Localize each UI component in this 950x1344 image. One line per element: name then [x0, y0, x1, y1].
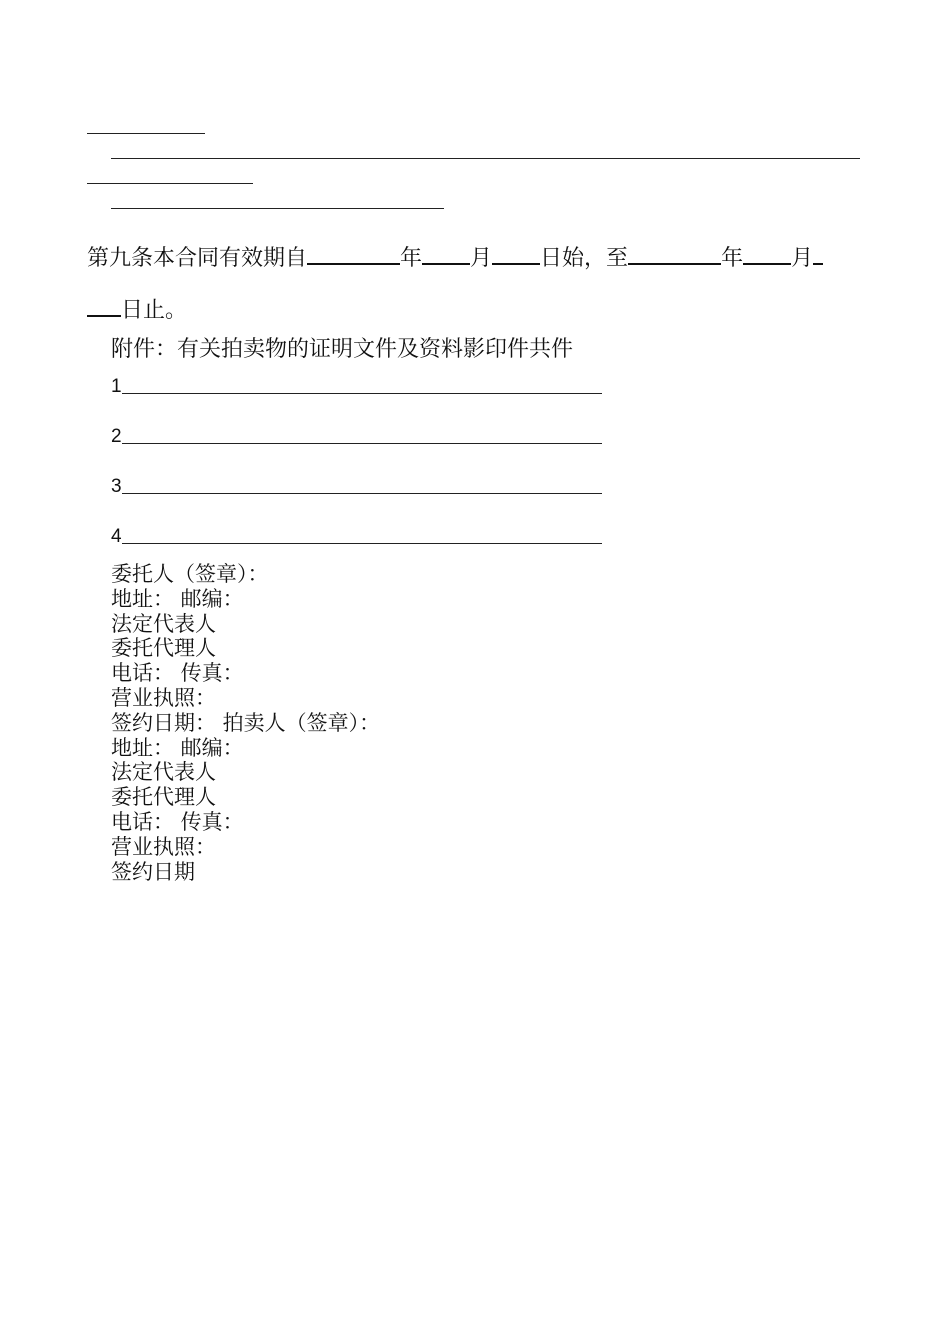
signature-line: 委托代理人: [111, 785, 216, 810]
month-start-blank: [422, 243, 470, 265]
signature-line: 电话： 传真：: [111, 661, 244, 686]
attachment-blank-line: [122, 443, 602, 444]
attachment-item: [111, 420, 602, 448]
clause-9-line-2: [87, 295, 187, 325]
month-label: 月: [791, 246, 814, 271]
month-end-blank: [743, 243, 791, 265]
day-start-label: 日始，至: [540, 246, 629, 271]
clause-9-line-1: [87, 243, 823, 273]
clause-9-prefix: 第九条本合同有效期自: [87, 246, 308, 271]
year-end-blank: [628, 243, 721, 265]
attachment-blank-line: [122, 393, 602, 394]
attachment-number: 2: [111, 426, 122, 447]
attachment-number: 3: [111, 476, 122, 497]
day-end-blank: [87, 295, 121, 317]
signature-line: 法定代表人: [111, 760, 216, 785]
attachment-number: 4: [111, 526, 122, 547]
signature-line: 营业执照：: [111, 685, 216, 710]
month-label: 月: [470, 246, 493, 271]
day-start-blank: [492, 243, 540, 265]
blank-line-1: [87, 133, 205, 134]
day-end-label: 日止。: [121, 298, 188, 323]
attachment-item: [111, 520, 602, 548]
signature-line: 电话： 传真：: [111, 809, 244, 834]
year-label: 年: [400, 246, 423, 271]
signature-line: 地址： 邮编：: [111, 586, 244, 611]
blank-line-4: [111, 208, 444, 209]
signature-line: 地址： 邮编：: [111, 735, 244, 760]
signature-line: 签约日期: [111, 859, 195, 884]
attachment-blank-line: [122, 543, 602, 544]
attachments-title: 附件：有关拍卖物的证明文件及资料影印件共件: [111, 337, 574, 362]
blank-line-2: [111, 158, 860, 159]
attachment-number: 1: [111, 376, 122, 397]
year-label: 年: [721, 246, 744, 271]
signature-line: 委托代理人: [111, 636, 216, 661]
signature-line: 法定代表人: [111, 611, 216, 636]
attachment-blank-line: [122, 493, 602, 494]
trailing-blank: [813, 243, 823, 265]
signature-line: 委托人（签章）：: [111, 562, 269, 586]
signature-line: 营业执照：: [111, 834, 216, 859]
year-start-blank: [307, 243, 400, 265]
signature-block: [111, 562, 380, 884]
attachment-item: [111, 370, 602, 398]
signature-line: 签约日期： 拍卖人（签章）：: [111, 710, 381, 735]
blank-line-3: [87, 183, 253, 184]
attachment-item: [111, 470, 602, 498]
